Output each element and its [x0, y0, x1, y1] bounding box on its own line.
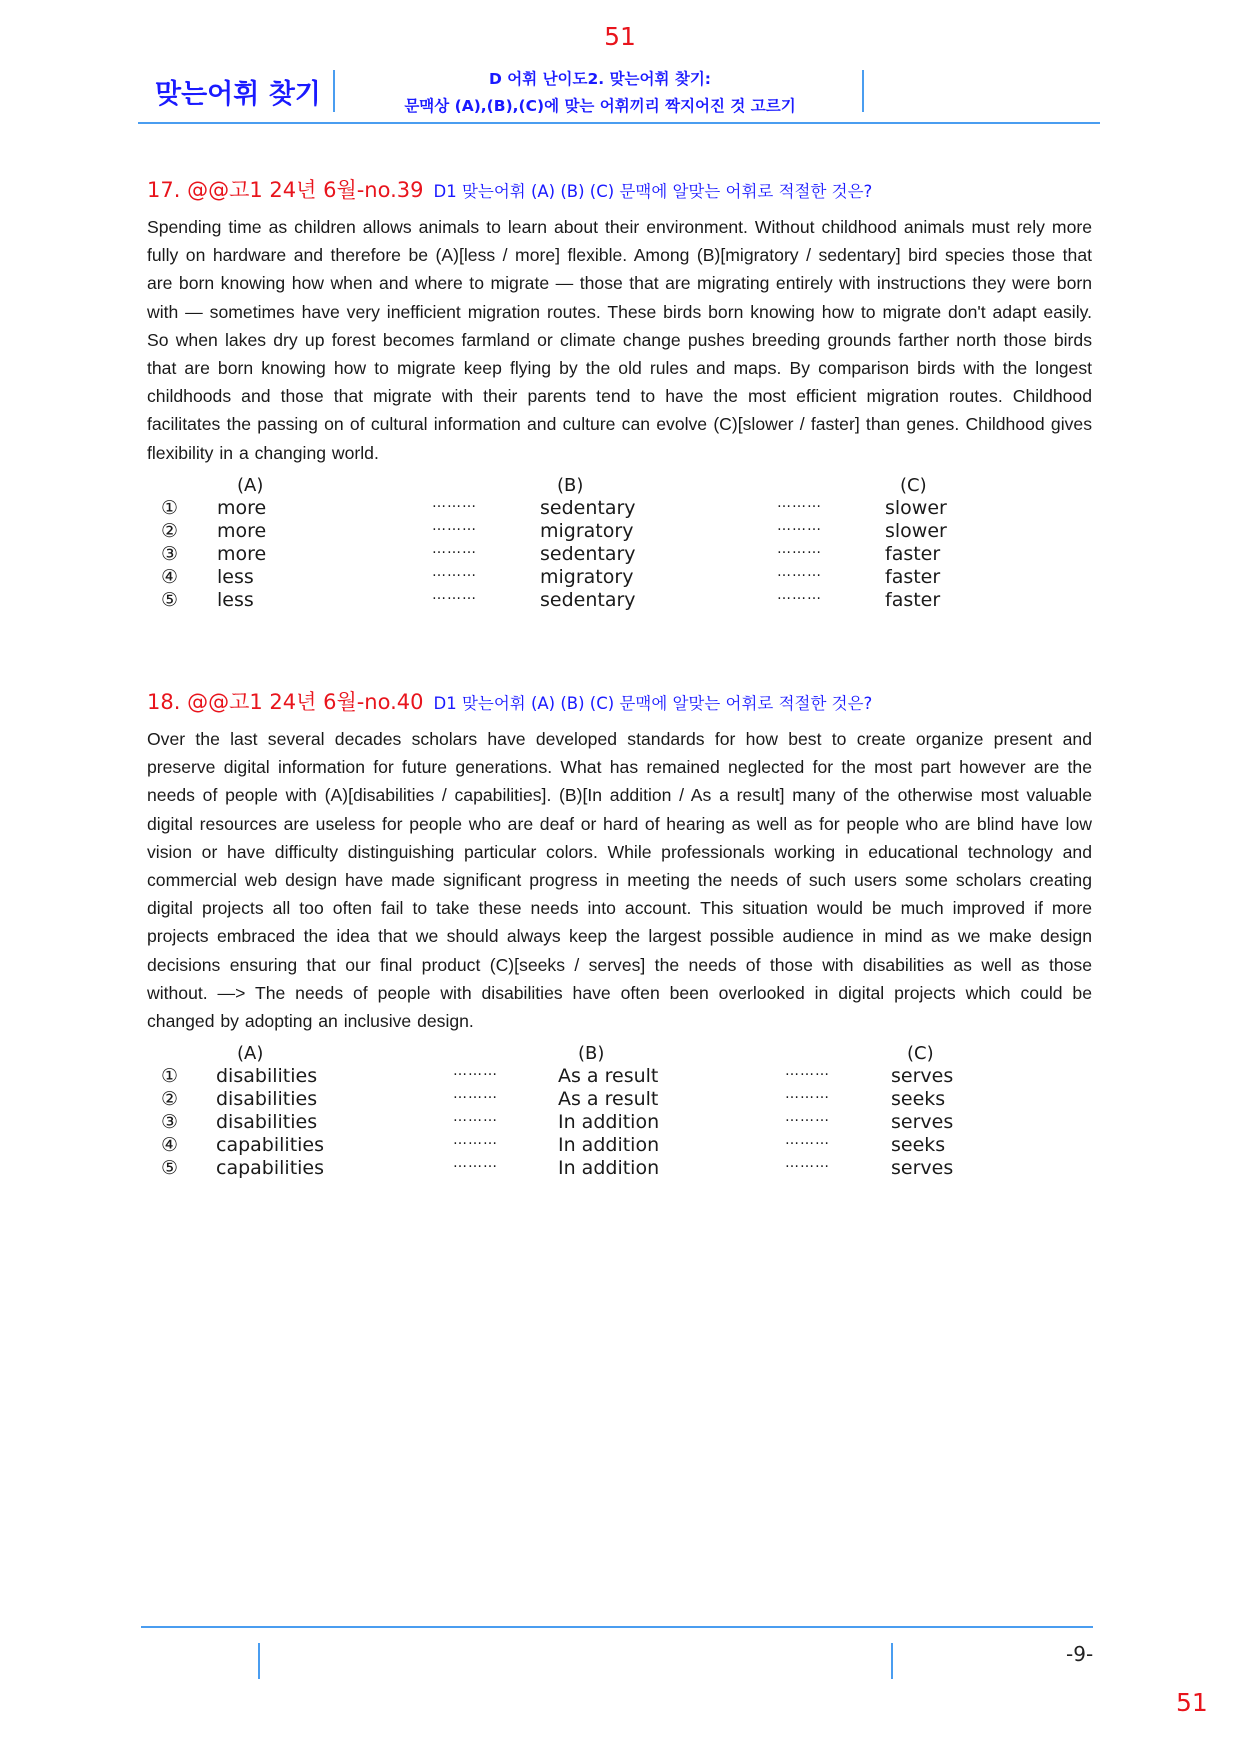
subtitle-line-2: 문맥상 (A),(B),(C)에 맞는 어휘끼리 짝지어진 것 고르기 — [404, 97, 796, 115]
leader-dots: ……… — [432, 586, 477, 603]
option-a: more — [217, 519, 267, 542]
options-header — [147, 1043, 1092, 1065]
option-a: more — [217, 496, 267, 519]
answer-options — [147, 475, 1092, 612]
option-a: disabilities — [216, 1111, 318, 1134]
col-c-label: (C) — [900, 474, 927, 496]
option-b: migratory — [540, 565, 634, 588]
leader-dots: ……… — [777, 586, 822, 603]
option-a: capabilities — [216, 1134, 325, 1157]
option-b: In addition — [558, 1157, 660, 1180]
option-b: migratory — [540, 519, 634, 542]
option-a: less — [217, 565, 254, 588]
leader-dots: ……… — [777, 540, 822, 557]
leader-dots: ……… — [785, 1086, 830, 1103]
option-mark: ③ — [161, 1111, 179, 1134]
question-18 — [147, 687, 1092, 1180]
option-mark: ① — [161, 496, 179, 519]
option-mark: ④ — [161, 1134, 179, 1157]
col-a-label: (A) — [237, 474, 264, 496]
option-c: seeks — [891, 1134, 946, 1157]
question-instruction: D1 맞는어휘 (A) (B) (C) 문맥에 알맞는 어휘로 적절한 것은? — [433, 694, 873, 713]
leader-dots: ……… — [777, 494, 822, 511]
col-a-label: (A) — [237, 1043, 264, 1065]
subtitle-line-1: D 어휘 난이도2. 맞는어휘 찾기: — [488, 70, 712, 88]
leader-dots: ……… — [785, 1132, 830, 1149]
option-c: serves — [891, 1065, 954, 1088]
option-row[interactable] — [147, 563, 1092, 589]
option-mark: ② — [161, 1088, 179, 1111]
page-number-top: 51 — [604, 22, 636, 51]
leader-dots: ……… — [432, 494, 477, 511]
col-c-label: (C) — [907, 1043, 934, 1065]
leader-dots: ……… — [777, 517, 822, 534]
option-c: faster — [885, 542, 941, 565]
section-title: 맞는어휘 찾기 — [155, 79, 321, 110]
footer-divider-right — [891, 1643, 893, 1679]
question-header — [147, 687, 1092, 719]
option-mark: ① — [161, 1065, 179, 1088]
answer-options — [147, 1043, 1092, 1180]
leader-dots: ……… — [432, 517, 477, 534]
option-row[interactable] — [147, 1088, 1092, 1111]
leader-dots: ……… — [453, 1086, 498, 1103]
option-c: serves — [891, 1111, 954, 1134]
option-b: sedentary — [540, 588, 636, 611]
question-number: 17. @@고1 24년 6월-no.39 — [147, 178, 424, 202]
leader-dots: ……… — [785, 1063, 830, 1080]
question-number: 18. @@고1 24년 6월-no.40 — [147, 690, 424, 714]
option-a: capabilities — [216, 1157, 325, 1180]
question-header — [147, 175, 1092, 207]
option-b: In addition — [558, 1111, 660, 1134]
option-mark: ② — [161, 519, 179, 542]
question-instruction: D1 맞는어휘 (A) (B) (C) 문맥에 알맞는 어휘로 적절한 것은? — [433, 182, 873, 201]
option-mark: ⑤ — [161, 1157, 179, 1180]
options-header — [147, 475, 1092, 497]
col-b-label: (B) — [578, 1043, 605, 1065]
option-a: disabilities — [216, 1065, 318, 1088]
option-c: serves — [891, 1157, 954, 1180]
leader-dots: ……… — [432, 540, 477, 557]
option-a: less — [217, 588, 254, 611]
option-mark: ④ — [161, 565, 179, 588]
question-17 — [147, 175, 1092, 612]
option-mark: ③ — [161, 542, 179, 565]
option-b: As a result — [558, 1088, 659, 1111]
leader-dots: ……… — [453, 1109, 498, 1126]
option-row[interactable] — [147, 586, 1092, 612]
leader-dots: ……… — [432, 563, 477, 580]
question-passage: Over the last several decades scholars have developed standards for how best to create organize present and preserve digital information for future generations. What has remained neglected for the most part however are the needs of people with (A)[disabilities / capabilities]. (B)[In addition / As a result] many of the otherwise most valuable digital resources are useless for people who are deaf or hard of hearing as well as for people who are blind have low vision or have difficulty distinguishing particular colors. While professionals working in educational technology and commercial web design have made significant progress in meeting the needs of such users some scholars creating digital projects all too often fail to take these needs into account. This situation would be much improved if more projects embraced the idea that we should always keep the largest possible audience in mind as we make design decisions ensuring that our final product (C)[seeks / serves] the needs of those with disabilities as well as those without. —> The needs of people with disabilities have often been overlooked in digital projects which could be changed by adopting an inclusive design. — [147, 729, 1092, 1032]
option-row[interactable] — [147, 1111, 1092, 1134]
option-b: In addition — [558, 1134, 660, 1157]
option-b: sedentary — [540, 542, 636, 565]
footer-divider-left — [258, 1643, 260, 1679]
option-row[interactable] — [147, 1157, 1092, 1180]
option-row[interactable] — [147, 540, 1092, 566]
option-c: seeks — [891, 1088, 946, 1111]
option-a: more — [217, 542, 267, 565]
option-c: slower — [885, 519, 947, 542]
leader-dots: ……… — [453, 1132, 498, 1149]
section-subtitle — [340, 66, 860, 120]
leader-dots: ……… — [453, 1155, 498, 1172]
footer-page-label: -9- — [1066, 1642, 1094, 1666]
option-mark: ⑤ — [161, 588, 179, 611]
leader-dots: ……… — [785, 1155, 830, 1172]
option-c: slower — [885, 496, 947, 519]
footer-rule — [141, 1626, 1093, 1628]
option-b: sedentary — [540, 496, 636, 519]
option-c: faster — [885, 588, 941, 611]
header-rule — [138, 122, 1100, 124]
header-divider-right — [862, 70, 864, 112]
option-b: As a result — [558, 1065, 659, 1088]
question-passage: Spending time as children allows animals to learn about their environment. Without childhood animals must rely more fully on hardware and therefore be (A)[less / more] flexible. Among (B)[migratory / sedentary] bird species those that are born knowing how when and where to migrate — those that are migrating entirely with instructions they were born with — sometimes have very inefficient migration routes. These birds born knowing how to migrate don't adapt easily. So when lakes dry up forest becomes farmland or climate change pushes breeding grounds farther north those birds that are born knowing how to migrate keep flying by the old rules and maps. By comparison birds with the longest childhoods and those that migrate with their parents tend to have the most efficient migration routes. Childhood facilitates the passing on of cultural information and culture can evolve (C)[slower / faster] than genes. Childhood gives flexibility in a changing world. — [147, 217, 1092, 463]
option-a: disabilities — [216, 1088, 318, 1111]
col-b-label: (B) — [557, 474, 584, 496]
option-c: faster — [885, 565, 941, 588]
option-row[interactable] — [147, 1065, 1092, 1088]
option-row[interactable] — [147, 494, 1092, 520]
header-divider-left — [333, 70, 335, 112]
leader-dots: ……… — [453, 1063, 498, 1080]
page-number-bottom: 51 — [1176, 1688, 1208, 1717]
option-row[interactable] — [147, 1134, 1092, 1157]
leader-dots: ……… — [785, 1109, 830, 1126]
leader-dots: ……… — [777, 563, 822, 580]
option-row[interactable] — [147, 517, 1092, 543]
